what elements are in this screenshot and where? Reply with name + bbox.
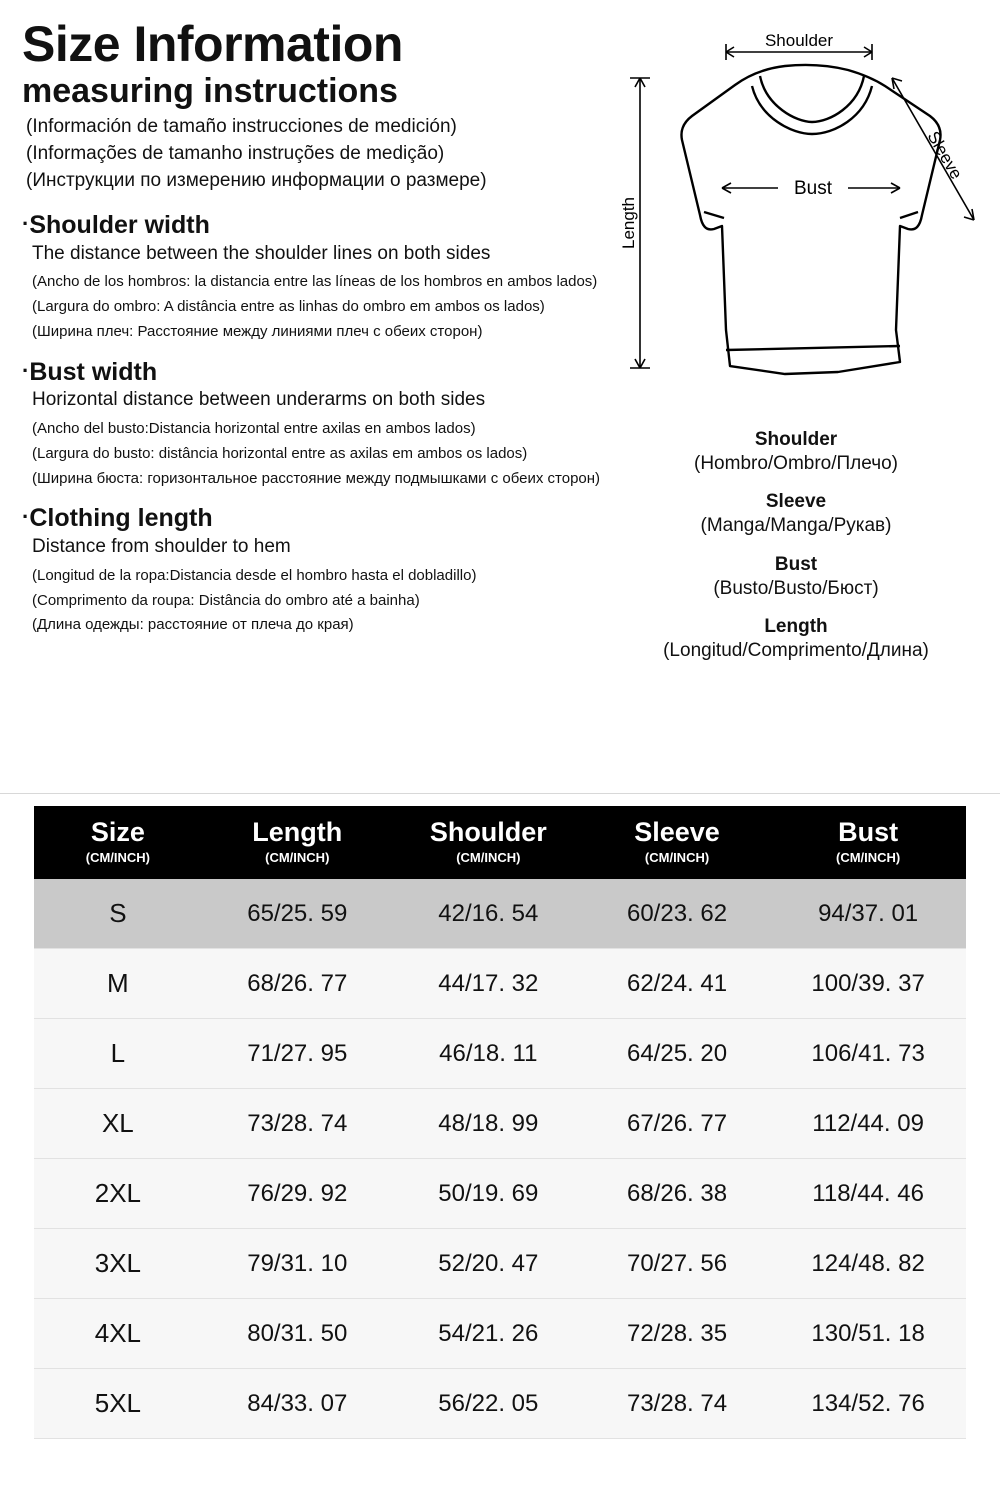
column-header-unit: (CM/INCH) (85, 849, 150, 865)
bullet-dot: · (22, 357, 30, 383)
cell-bust: 130/51. 18 (770, 1299, 966, 1369)
legend-term: Sleeve (765, 491, 827, 513)
column-header-shoulder (393, 806, 584, 879)
section-heading (22, 504, 622, 533)
section-heading-text: Bust width (29, 357, 158, 386)
cell-sleeve: 64/25. 20 (584, 1019, 770, 1089)
cell-shoulder: 42/16. 54 (393, 879, 584, 949)
section-translation-es: (Ancho de los hombros: la distancia entre las líneas de los hombros en ambos lados) (32, 273, 598, 291)
cell-bust: 106/41. 73 (770, 1019, 966, 1089)
table-row (34, 1019, 966, 1089)
bullet-dot: · (22, 504, 30, 530)
column-header-unit: (CM/INCH) (265, 849, 330, 865)
column-header-unit: (CM/INCH) (456, 849, 521, 865)
section-shoulder-width (22, 211, 622, 342)
cell-length: 80/31. 50 (202, 1299, 393, 1369)
header-translation-es: (Información de tamaño instrucciones de medición) (26, 115, 457, 137)
column-header-label: Shoulder (429, 817, 547, 847)
section-description: The distance between the shoulder lines on both sides (32, 242, 491, 264)
section-translation-pt: (Largura do ombro: A distância entre as linhas do ombro em ambos os lados) (32, 298, 545, 316)
cell-bust: 100/39. 37 (770, 949, 966, 1019)
cell-sleeve: 62/24. 41 (584, 949, 770, 1019)
diagram-label-sleeve: Sleeve (923, 127, 966, 183)
cell-bust: 124/48. 82 (770, 1229, 966, 1299)
section-translation-es: (Longitud de la ropa:Distancia desde el hombro hasta el dobladillo) (32, 566, 477, 584)
section-heading-text: Clothing length (29, 504, 213, 533)
table-row (34, 1369, 966, 1439)
legend-term: Shoulder (754, 429, 838, 450)
table-row (34, 949, 966, 1019)
table-row (34, 1229, 966, 1299)
section-translation-ru: (Длина одежды: расстояние от плеча до края) (32, 616, 354, 634)
cell-bust: 118/44. 46 (770, 1159, 966, 1229)
column-header-length (202, 806, 393, 879)
legend-item-bust (600, 553, 992, 601)
cell-shoulder: 44/17. 32 (393, 949, 584, 1019)
legend-term: Bust (774, 553, 818, 575)
cell-bust: 94/37. 01 (770, 879, 966, 949)
section-heading (22, 358, 622, 387)
instructions-column (22, 18, 622, 635)
table-row (34, 1299, 966, 1369)
cell-size: L (34, 1019, 202, 1089)
cell-size: M (34, 949, 202, 1019)
column-header-unit: (CM/INCH) (835, 849, 901, 865)
cell-shoulder: 54/21. 26 (393, 1299, 584, 1369)
diagram-label-shoulder: Shoulder (764, 31, 834, 50)
section-bust-width (22, 358, 622, 489)
cell-length: 68/26. 77 (202, 949, 393, 1019)
cell-bust: 112/44. 09 (770, 1089, 966, 1159)
cell-size: 2XL (34, 1159, 202, 1229)
page-subtitle: measuring instructions (22, 71, 398, 110)
legend-item-length (600, 615, 992, 663)
section-heading-text: Shoulder width (29, 210, 210, 239)
cell-sleeve: 67/26. 77 (584, 1089, 770, 1159)
table-header-row (34, 806, 966, 879)
table-row (34, 1159, 966, 1229)
cell-shoulder: 56/22. 05 (393, 1369, 584, 1439)
column-header-label: Bust (838, 817, 899, 847)
table-body (34, 879, 966, 1439)
cell-length: 73/28. 74 (202, 1089, 393, 1159)
section-description: Distance from shoulder to hem (32, 536, 291, 558)
cell-length: 71/27. 95 (202, 1019, 393, 1089)
column-header-unit: (CM/INCH) (644, 849, 710, 865)
legend-translation: (Longitud/Comprimento/Длина) (663, 640, 929, 662)
cell-shoulder: 48/18. 99 (393, 1089, 584, 1159)
bullet-dot: · (22, 210, 30, 236)
cell-sleeve: 60/23. 62 (584, 879, 770, 949)
cell-length: 65/25. 59 (202, 879, 393, 949)
page-title: Size Information (22, 16, 403, 72)
cell-size: S (34, 879, 202, 949)
section-translation-pt: (Largura do busto: distância horizontal entre as axilas em ambos os lados) (32, 444, 528, 462)
header-translation-ru: (Инструкции по измерению информации о размере) (26, 169, 487, 191)
size-chart-section (0, 793, 1000, 1506)
cell-size: 3XL (34, 1229, 202, 1299)
legend-term: Length (764, 616, 828, 638)
cell-length: 84/33. 07 (202, 1369, 393, 1439)
cell-sleeve: 73/28. 74 (584, 1369, 770, 1439)
column-header-label: Size (90, 817, 145, 847)
cell-shoulder: 52/20. 47 (393, 1229, 584, 1299)
section-translation-pt: (Comprimento da roupa: Distância do ombro até a bainha) (32, 591, 420, 609)
garment-diagram (600, 30, 990, 430)
cell-sleeve: 70/27. 56 (584, 1229, 770, 1299)
section-translation-ru: (Ширина плеч: Расстояние между линиями плеч с обеих сторон) (32, 322, 483, 340)
header-translation-pt: (Informações de tamanho instruções de medição) (26, 142, 445, 164)
diagram-label-bust: Bust (793, 178, 833, 199)
cell-sleeve: 72/28. 35 (584, 1299, 770, 1369)
column-header-bust (770, 806, 966, 879)
column-header-label: Length (252, 817, 343, 847)
table-row (34, 879, 966, 949)
section-heading (22, 211, 622, 240)
cell-size: 5XL (34, 1369, 202, 1439)
section-clothing-length (22, 504, 622, 635)
column-header-size (34, 806, 202, 879)
column-header-label: Sleeve (634, 817, 720, 847)
diagram-legend (600, 428, 992, 678)
cell-size: 4XL (34, 1299, 202, 1369)
cell-length: 76/29. 92 (202, 1159, 393, 1229)
cell-shoulder: 46/18. 11 (393, 1019, 584, 1089)
legend-item-shoulder (600, 428, 992, 476)
section-translation-es: (Ancho del busto:Distancia horizontal entre axilas en ambos lados) (32, 420, 476, 438)
column-header-sleeve (584, 806, 770, 879)
table-header (34, 806, 966, 879)
legend-translation: (Manga/Manga/Рукав) (700, 515, 892, 537)
legend-translation: (Hombro/Ombro/Плечо) (694, 452, 898, 474)
table-row (34, 1089, 966, 1159)
section-description: Horizontal distance between underarms on both sides (32, 389, 486, 411)
cell-length: 79/31. 10 (202, 1229, 393, 1299)
section-translation-ru: (Ширина бюста: горизонтальное расстояние между подмышками с обеих сторон) (32, 469, 601, 487)
legend-item-sleeve (600, 490, 992, 538)
diagram-label-length: Length (619, 197, 638, 249)
size-chart-table (34, 806, 966, 1439)
cell-sleeve: 68/26. 38 (584, 1159, 770, 1229)
legend-translation: (Busto/Busto/Бюст) (713, 577, 879, 599)
cell-bust: 134/52. 76 (770, 1369, 966, 1439)
cell-shoulder: 50/19. 69 (393, 1159, 584, 1229)
cell-size: XL (34, 1089, 202, 1159)
